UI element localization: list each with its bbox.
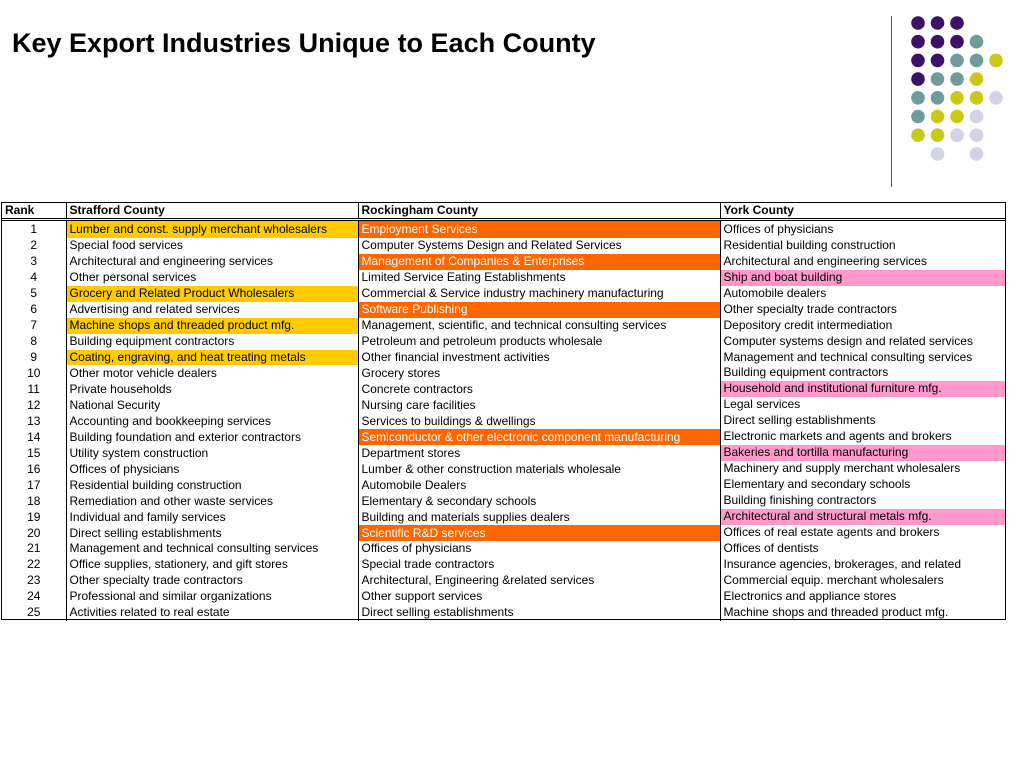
- decorative-dot: [931, 72, 945, 86]
- york-cell: Offices of dentists: [723, 540, 819, 555]
- header-york-county: York County: [720, 203, 1005, 219]
- york-cell: Electronics and appliance stores: [723, 588, 897, 603]
- decorative-dot: [989, 91, 1003, 105]
- strafford-cell: Coating, engraving, and heat treating metals: [66, 350, 358, 366]
- table-row: [2, 413, 1005, 429]
- header-strafford-county: Strafford County: [66, 203, 358, 219]
- york-cell: Elementary and secondary schools: [723, 477, 911, 492]
- rockingham-cell: Direct selling establishments: [358, 605, 720, 621]
- table-row: [2, 429, 1005, 445]
- decorative-dot: [970, 35, 984, 49]
- rank-cell: 1: [2, 219, 66, 237]
- rank-cell: 20: [2, 525, 66, 541]
- rank-cell: 12: [2, 397, 66, 413]
- strafford-cell: Activities related to real estate: [66, 605, 358, 621]
- rank-cell: 17: [2, 477, 66, 493]
- york-cell: Insurance agencies, brokerages, and related: [723, 556, 961, 571]
- rockingham-cell: Management of Companies & Enterprises: [358, 254, 720, 270]
- strafford-cell: Lumber and const. supply merchant wholesalers: [66, 219, 358, 237]
- decorative-dot: [931, 54, 945, 68]
- rank-cell: 13: [2, 413, 66, 429]
- rank-cell: 8: [2, 334, 66, 350]
- rank-cell: 10: [2, 365, 66, 381]
- strafford-cell: Other motor vehicle dealers: [66, 365, 358, 381]
- york-cell: Residential building construction: [723, 237, 896, 252]
- york-cell: Management and technical consulting services: [723, 349, 973, 364]
- york-cell: Machinery and supply merchant wholesalers: [723, 461, 961, 476]
- rank-cell: 11: [2, 381, 66, 397]
- rockingham-cell: Elementary & secondary schools: [358, 493, 720, 509]
- strafford-cell: Accounting and bookkeeping services: [66, 413, 358, 429]
- table-row: [2, 397, 1005, 413]
- rockingham-cell: Other support services: [358, 589, 720, 605]
- york-cell: Building equipment contractors: [723, 365, 889, 380]
- header-rank: Rank: [2, 203, 66, 219]
- rockingham-cell: Department stores: [358, 445, 720, 461]
- rank-cell: 18: [2, 493, 66, 509]
- decorative-dot: [950, 16, 964, 30]
- strafford-cell: Machine shops and threaded product mfg.: [66, 318, 358, 334]
- york-cell: Offices of real estate agents and brokers: [723, 525, 940, 540]
- table-row: [2, 302, 1005, 318]
- decorative-dot: [911, 35, 925, 49]
- strafford-cell: Special food services: [66, 238, 358, 254]
- strafford-cell: Utility system construction: [66, 445, 358, 461]
- decorative-dot: [970, 54, 984, 68]
- strafford-cell: Professional and similar organizations: [66, 589, 358, 605]
- rank-cell: 24: [2, 589, 66, 605]
- decorative-dot: [911, 54, 925, 68]
- decorative-dot: [970, 110, 984, 124]
- rockingham-cell: Nursing care facilities: [358, 397, 720, 413]
- york-cell: Other specialty trade contractors: [723, 301, 897, 316]
- rank-cell: 6: [2, 302, 66, 318]
- rockingham-cell: Commercial & Service industry machinery manufacturing: [358, 286, 720, 302]
- rank-cell: 22: [2, 557, 66, 573]
- strafford-cell: Private households: [66, 381, 358, 397]
- table-row: [2, 525, 1005, 541]
- rockingham-cell: Computer Systems Design and Related Services: [358, 238, 720, 254]
- rockingham-cell: Employment Services: [358, 219, 720, 237]
- decorative-dot: [970, 147, 984, 161]
- york-cell: Automobile dealers: [723, 285, 827, 300]
- rockingham-cell: Grocery stores: [358, 365, 720, 381]
- strafford-cell: National Security: [66, 397, 358, 413]
- york-cell: Bakeries and tortilla manufacturing: [720, 445, 1005, 461]
- table-row: [2, 589, 1005, 605]
- strafford-cell: Office supplies, stationery, and gift stores: [66, 557, 358, 573]
- york-cell: Depository credit intermediation: [723, 317, 893, 332]
- strafford-cell: Remediation and other waste services: [66, 493, 358, 509]
- rockingham-cell: Lumber & other construction materials wholesale: [358, 461, 720, 477]
- decorative-dot: [950, 35, 964, 49]
- rank-cell: 9: [2, 350, 66, 366]
- york-cell: Direct selling establishments: [723, 413, 876, 428]
- york-cell: Electronic markets and agents and brokers: [723, 429, 952, 444]
- decorative-dot: [950, 72, 964, 86]
- strafford-cell: Building equipment contractors: [66, 334, 358, 350]
- table-row: [2, 350, 1005, 366]
- table-row: [2, 605, 1005, 621]
- rank-cell: 16: [2, 461, 66, 477]
- decorative-dot: [911, 16, 925, 30]
- decorative-dot: [931, 91, 945, 105]
- rockingham-cell: Concrete contractors: [358, 381, 720, 397]
- rank-cell: 2: [2, 238, 66, 254]
- rank-cell: 19: [2, 509, 66, 525]
- york-cell: Commercial equip. merchant wholesalers: [723, 572, 944, 587]
- decorative-dot: [911, 128, 925, 142]
- table-row: [2, 557, 1005, 573]
- york-cell: Offices of physicians: [723, 221, 834, 236]
- table-row: [2, 318, 1005, 334]
- decorative-dot: [931, 110, 945, 124]
- strafford-cell: Other personal services: [66, 270, 358, 286]
- table-row: [2, 365, 1005, 381]
- rank-cell: 14: [2, 429, 66, 445]
- table-row: [2, 493, 1005, 509]
- strafford-cell: Direct selling establishments: [66, 525, 358, 541]
- decorative-dot: [911, 110, 925, 124]
- york-cell: Architectural and structural metals mfg.: [720, 509, 1005, 525]
- export-industries-table: [1, 202, 1006, 620]
- rank-cell: 7: [2, 318, 66, 334]
- rockingham-cell: Other financial investment activities: [358, 350, 720, 366]
- table-row: [2, 286, 1005, 302]
- rockingham-cell: Semiconductor & other electronic component manufacturing: [358, 429, 720, 445]
- rockingham-cell: Offices of physicians: [358, 541, 720, 557]
- rockingham-cell: Scientific R&D services: [358, 525, 720, 541]
- strafford-cell: Advertising and related services: [66, 302, 358, 318]
- decorative-dot: [950, 91, 964, 105]
- table-row: [2, 381, 1005, 397]
- table-header-row: [2, 203, 1005, 219]
- rockingham-cell: Special trade contractors: [358, 557, 720, 573]
- decorative-dot: [950, 110, 964, 124]
- decorative-dot: [970, 128, 984, 142]
- rank-cell: 3: [2, 254, 66, 270]
- table-row: [2, 254, 1005, 270]
- rockingham-cell: Services to buildings & dwellings: [358, 413, 720, 429]
- rank-cell: 4: [2, 270, 66, 286]
- decorative-dot: [970, 91, 984, 105]
- decorative-dot: [931, 147, 945, 161]
- table-row: [2, 219, 1005, 237]
- rockingham-cell: Limited Service Eating Establishments: [358, 270, 720, 286]
- page-title: Key Export Industries Unique to Each County: [12, 28, 596, 58]
- table-row: [2, 334, 1005, 350]
- table-row: [2, 573, 1005, 589]
- table-row: [2, 541, 1005, 557]
- strafford-cell: Management and technical consulting services: [66, 541, 358, 557]
- york-cell: Computer systems design and related services: [723, 333, 973, 348]
- strafford-cell: Architectural and engineering services: [66, 254, 358, 270]
- york-cell: Architectural and engineering services: [723, 253, 927, 268]
- rockingham-cell: Architectural, Engineering &related services: [358, 573, 720, 589]
- rank-cell: 5: [2, 286, 66, 302]
- decorative-dot: [911, 91, 925, 105]
- decorative-dot: [911, 72, 925, 86]
- decorative-dot: [931, 35, 945, 49]
- rockingham-cell: Building and materials supplies dealers: [358, 509, 720, 525]
- rockingham-cell: Management, scientific, and technical consulting services: [358, 318, 720, 334]
- table-row: [2, 509, 1005, 525]
- table-row: [2, 238, 1005, 254]
- rockingham-cell: Automobile Dealers: [358, 477, 720, 493]
- divider-line: [891, 16, 892, 187]
- header-rockingham-county: Rockingham County: [358, 203, 720, 219]
- rank-cell: 25: [2, 605, 66, 621]
- decorative-dot: [989, 54, 1003, 68]
- strafford-cell: Other specialty trade contractors: [66, 573, 358, 589]
- rank-cell: 21: [2, 541, 66, 557]
- strafford-cell: Building foundation and exterior contractors: [66, 429, 358, 445]
- rank-cell: 23: [2, 573, 66, 589]
- strafford-cell: Offices of physicians: [66, 461, 358, 477]
- decorative-dot: [950, 54, 964, 68]
- table-row: [2, 270, 1005, 286]
- rockingham-cell: Petroleum and petroleum products wholesale: [358, 334, 720, 350]
- york-cell: Machine shops and threaded product mfg.: [723, 604, 949, 619]
- decorative-dot: [970, 72, 984, 86]
- strafford-cell: Residential building construction: [66, 477, 358, 493]
- strafford-cell: Individual and family services: [66, 509, 358, 525]
- table-row: [2, 461, 1005, 477]
- table-row: [2, 445, 1005, 461]
- york-cell: Legal services: [723, 397, 801, 412]
- rockingham-cell: Software Publishing: [358, 302, 720, 318]
- table-row: [2, 477, 1005, 493]
- york-cell: Ship and boat building: [720, 270, 1005, 286]
- strafford-cell: Grocery and Related Product Wholesalers: [66, 286, 358, 302]
- decorative-dot: [931, 16, 945, 30]
- rank-cell: 15: [2, 445, 66, 461]
- york-cell: Building finishing contractors: [723, 493, 877, 508]
- decorative-dot: [950, 128, 964, 142]
- york-cell: Household and institutional furniture mfg.: [720, 381, 1005, 397]
- decorative-dot: [931, 128, 945, 142]
